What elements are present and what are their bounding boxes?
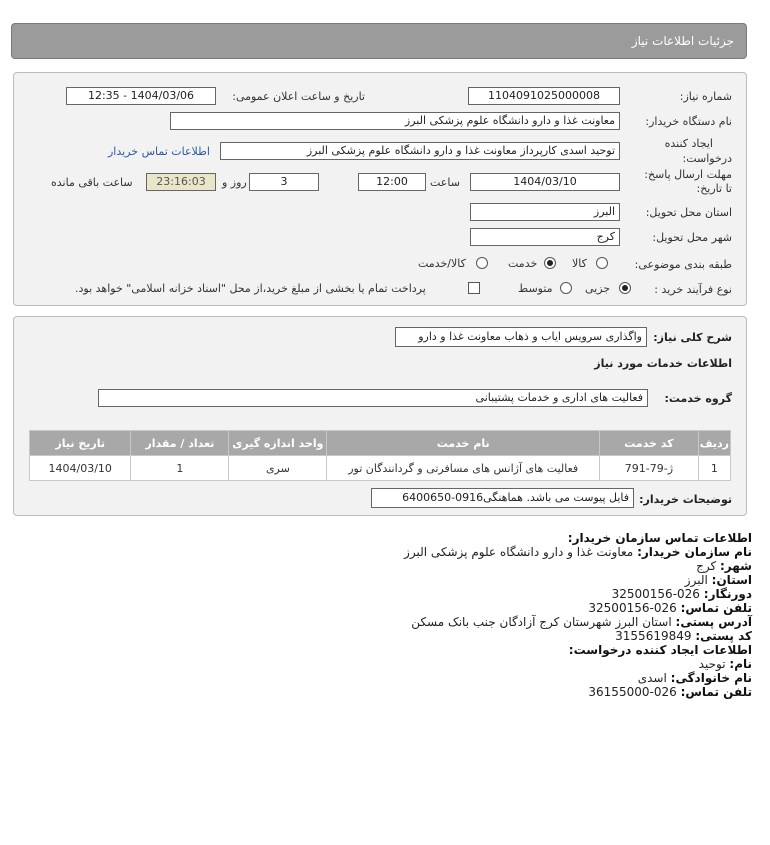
process-medium-radio[interactable] (560, 282, 572, 294)
category-service-radio[interactable] (544, 257, 556, 269)
col-code: کد خدمت (600, 431, 699, 456)
contact-phone: تلفن تماس: 026-32500156 (588, 601, 752, 615)
deadline-date-field[interactable]: 1404/03/10 (470, 173, 620, 191)
cell-quantity: 1 (131, 456, 229, 481)
page-title: جزئیات اطلاعات نیاز (631, 34, 734, 48)
col-date: تاریخ نیاز (30, 431, 131, 456)
need-number-field[interactable]: 1104091025000008 (468, 87, 620, 105)
services-heading: اطلاعات خدمات مورد نیاز (594, 357, 732, 370)
days-label: روز و (222, 176, 247, 189)
summary-label: شرح کلی نیاز: (653, 331, 732, 344)
buyer-contact-link[interactable]: اطلاعات تماس خریدار (108, 145, 210, 158)
buyer-org-field[interactable]: معاونت غذا و دارو دانشگاه علوم پزشکی البرز (170, 112, 620, 130)
creator-name: نام: توحید (698, 657, 752, 671)
contact-fax: دورنگار: 026-32500156 (611, 587, 752, 601)
col-quantity: تعداد / مقدار (131, 431, 229, 456)
category-service-label: خدمت (508, 257, 538, 270)
city-field[interactable]: کرج (470, 228, 620, 246)
summary-field: واگذاری سرویس ایاب و ذهاب معاونت غذا و دارو (395, 327, 647, 347)
col-service-name: نام خدمت (327, 431, 600, 456)
province-label: استان محل تحویل: (645, 206, 732, 219)
group-label: گروه خدمت: (664, 392, 732, 405)
notes-label: توضیحات خریدار: (639, 493, 732, 506)
category-goods-label: کالا (572, 257, 587, 270)
province-field[interactable]: البرز (470, 203, 620, 221)
services-table (29, 430, 731, 481)
days-field[interactable]: 3 (249, 173, 319, 191)
creator-family: نام خانوادگی: اسدی (637, 671, 752, 685)
cell-date: 1404/03/10 (30, 456, 131, 481)
creator-heading: اطلاعات ایجاد کننده درخواست: (568, 643, 752, 657)
remaining-time-field: 23:16:03 (146, 173, 216, 191)
process-label: نوع فرآیند خرید : (654, 283, 732, 296)
process-partial-radio[interactable] (619, 282, 631, 294)
group-field: فعالیت های اداری و خدمات پشتیبانی (98, 389, 648, 407)
cell-unit: سری (229, 456, 327, 481)
cell-row: 1 (698, 456, 730, 481)
deadline-time-field[interactable]: 12:00 (358, 173, 426, 191)
payment-checkbox[interactable] (468, 282, 480, 294)
contact-address: آدرس پستی: استان البرز شهرستان کرج آزادگان جنب بانک مسکن (411, 615, 752, 629)
contact-postal: کد پستی: 3155619849 (615, 629, 752, 643)
cell-code: ژ-79-791 (600, 456, 699, 481)
city-label: شهر محل تحویل: (652, 231, 732, 244)
announce-label: تاریخ و ساعت اعلان عمومی: (232, 90, 365, 103)
cell-service-name: فعالیت های آژانس های مسافرتی و گردانندگان تور (327, 456, 600, 481)
deadline-label-2: تا تاریخ: (696, 182, 732, 195)
page-header (11, 23, 747, 59)
notes-field: فایل پیوست می باشد. هماهنگی0916-6400650 (371, 488, 634, 508)
contact-org: نام سازمان خریدار: معاونت غذا و دارو دانشگاه علوم پزشکی البرز (404, 545, 752, 559)
creator-label-2: درخواست: (682, 152, 732, 165)
announce-field[interactable]: 1404/03/06 - 12:35 (66, 87, 216, 105)
deadline-label: مهلت ارسال پاسخ: (644, 168, 732, 181)
category-goods-radio[interactable] (596, 257, 608, 269)
category-goods-service-radio[interactable] (476, 257, 488, 269)
creator-field[interactable]: توحید اسدی کارپرداز معاونت غذا و دارو دانشگاه علوم پزشکی البرز (220, 142, 620, 160)
creator-label: ایجاد کننده (664, 137, 713, 150)
remaining-label: ساعت باقی مانده (51, 176, 133, 189)
creator-phone: تلفن تماس: 026-36155000 (588, 685, 752, 699)
deadline-time-label: ساعت (430, 176, 460, 189)
contact-city: شهر: کرج (696, 559, 752, 573)
col-unit: واحد اندازه گیری (229, 431, 327, 456)
need-number-label: شماره نیاز: (679, 90, 732, 103)
col-row: ردیف (698, 431, 730, 456)
process-partial-label: جزیی (585, 282, 611, 295)
category-goods-service-label: کالا/خدمت (418, 257, 466, 270)
table-row (30, 456, 731, 481)
contact-province: استان: البرز (684, 573, 752, 587)
category-label: طبقه بندی موضوعی: (634, 258, 732, 271)
contact-heading: اطلاعات تماس سازمان خریدار: (567, 531, 752, 545)
payment-note: پرداخت تمام یا بخشی از مبلغ خرید،از محل "اسناد خزانه اسلامی" خواهد بود. (75, 282, 426, 295)
buyer-org-label: نام دستگاه خریدار: (645, 115, 732, 128)
process-medium-label: متوسط (518, 282, 553, 295)
table-header-row (30, 431, 731, 456)
